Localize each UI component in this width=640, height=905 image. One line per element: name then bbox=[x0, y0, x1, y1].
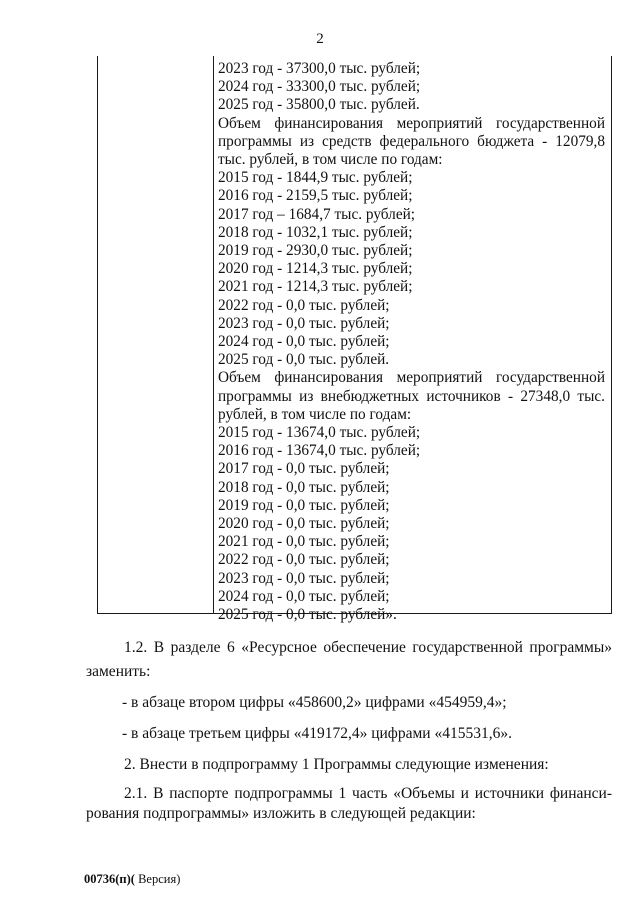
document-body bbox=[86, 636, 612, 831]
paragraph-section-6: 1.2. В разделе 6 «Ресурсное обеспечение государственной программы» заменить: bbox=[86, 639, 612, 680]
federal-year-line: 2024 год - 0,0 тыс. рублей; bbox=[218, 333, 390, 351]
federal-year-line: 2015 год - 1844,9 тыс. рублей; bbox=[218, 169, 413, 187]
federal-year-line: 2020 год - 1214,3 тыс. рублей; bbox=[218, 260, 413, 278]
document-footer bbox=[84, 872, 180, 887]
extrabudgetary-year-line: 2025 год - 0,0 тыс. рублей». bbox=[218, 606, 397, 624]
federal-year-line: 2016 год - 2159,5 тыс. рублей; bbox=[218, 187, 413, 205]
footer-version: Версия) bbox=[134, 872, 181, 886]
paragraph-subprogram-changes: 2. Внести в подпрограмму 1 Программы следующие изменения: bbox=[124, 756, 549, 773]
page-number: 2 bbox=[316, 31, 324, 47]
federal-year-line: 2023 год - 0,0 тыс. рублей; bbox=[218, 314, 390, 332]
extrabudgetary-year-line: 2020 год - 0,0 тыс. рублей; bbox=[218, 515, 390, 533]
financing-table bbox=[97, 56, 612, 624]
extrabudgetary-year-line: 2015 год - 13674,0 тыс. рублей; bbox=[218, 424, 421, 442]
footer-code: 00736(п)( bbox=[84, 872, 135, 886]
extrabudgetary-intro: Объем финансирования мероприятий государственной программы из внебюджетных источников - 27348,0 тыс. рублей, в том числе по годам: bbox=[218, 369, 605, 423]
extrabudgetary-year-line: 2018 год - 0,0 тыс. рублей; bbox=[218, 478, 390, 496]
federal-year-line: 2018 год - 1032,1 тыс. рублей; bbox=[218, 223, 413, 241]
extrabudgetary-year-line: 2021 год - 0,0 тыс. рублей; bbox=[218, 533, 390, 551]
extrabudgetary-year-line: 2022 год - 0,0 тыс. рублей; bbox=[218, 551, 390, 569]
federal-budget-intro: Объем финансирования мероприятий государственной программы из средств федерального бюджета - 12079,8 тыс. рублей, в том числе по годам: bbox=[218, 114, 605, 169]
table-line: 2024 год - 33300,0 тыс. рублей; bbox=[218, 78, 421, 96]
federal-year-line: 2025 год - 0,0 тыс. рублей. bbox=[218, 351, 390, 369]
table-line: 2025 год - 35800,0 тыс. рублей. bbox=[218, 96, 420, 114]
extrabudgetary-year-line: 2017 год - 0,0 тыс. рублей; bbox=[218, 460, 390, 478]
extrabudgetary-year-line: 2024 год - 0,0 тыс. рублей; bbox=[218, 587, 390, 605]
paragraph-passport-part: 2.1. В паспорте подпрограммы 1 часть «Объемы и источники финанси-рования подпрограммы» изложить в следующей редакции: bbox=[86, 785, 612, 822]
table-column-divider bbox=[213, 56, 214, 613]
paragraph-replace-second: - в абзаце втором цифры «458600,2» цифрами «454959,4»; bbox=[122, 694, 507, 711]
extrabudgetary-year-line: 2019 год - 0,0 тыс. рублей; bbox=[218, 496, 390, 514]
extrabudgetary-year-line: 2023 год - 0,0 тыс. рублей; bbox=[218, 569, 390, 587]
federal-year-line: 2017 год – 1684,7 тыс. рублей; bbox=[218, 205, 416, 223]
extrabudgetary-year-line: 2016 год - 13674,0 тыс. рублей; bbox=[218, 442, 421, 460]
table-line: 2023 год - 37300,0 тыс. рублей; bbox=[218, 60, 421, 77]
federal-year-line: 2022 год - 0,0 тыс. рублей; bbox=[218, 296, 390, 314]
federal-year-line: 2021 год - 1214,3 тыс. рублей; bbox=[218, 278, 413, 296]
federal-year-line: 2019 год - 2930,0 тыс. рублей; bbox=[218, 242, 413, 260]
paragraph-replace-third: - в абзаце третьем цифры «419172,4» цифрами «415531,6». bbox=[122, 725, 512, 742]
table-cell-financing bbox=[218, 60, 605, 624]
